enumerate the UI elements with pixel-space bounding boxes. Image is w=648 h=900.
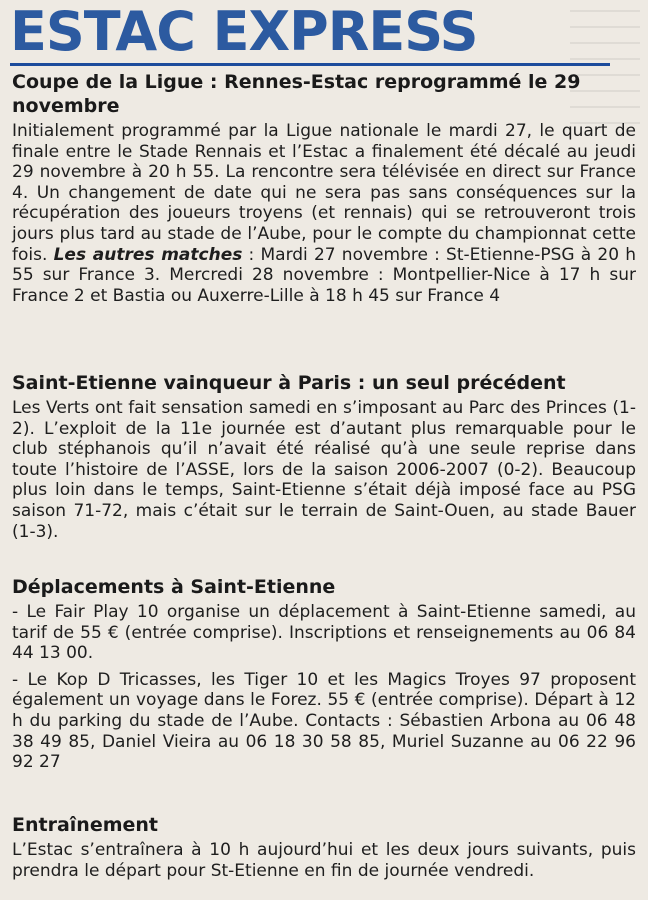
article-body — [12, 121, 636, 306]
article-body: - Le Kop D Tricasses, les Tiger 10 et les Magics Troyes 97 proposent également un voyage dans le Forez. 55 € (entrée comprise). Départ à 12 h du parking du stade de l’Aube. Contacts : Sébastien Arbona au 06 48 38 49 85, Daniel Vieira au 06 18 30 58 85, Muriel Suzanne au 06 22 96 92 27 — [12, 669, 636, 773]
article-body: L’Estac s’entraînera à 10 h aujourd’hui et les deux jours suivants, puis prendra le départ pour St-Etienne en fin de journée vendredi. — [12, 840, 636, 881]
body-text: Initialement programmé par la Ligue nationale le mardi 27, le quart de finale entre le Stade Rennais et l’Estac a finalement été décalé au jeudi 29 novembre à 20 h 55. La rencontre sera télévisée en direct sur France 4. Un changement de date qui ne sera pas sans conséquences sur la récupération des joueurs troyens (et rennais) qui se retrouveront trois jours plus tard au stade de l’Aube, pour le compte du championnat cette fois. — [12, 121, 636, 265]
article-headline: Entraînement — [12, 814, 158, 836]
other-matches-label: Les autres matches — [53, 244, 243, 265]
body-text: : Mardi 27 novembre : St-Etienne-PSG à 20 h 55 sur France 3. Mercredi 28 novembre : Montpellier-Nice à 17 h sur France 2 et Bastia ou Auxerre-Lille à 18 h 45 sur France 4 — [12, 244, 636, 306]
article-entrainement — [12, 813, 636, 881]
masthead-rule — [10, 63, 610, 66]
article-headline: Déplacements à Saint-Etienne — [12, 576, 336, 598]
article-deplacements — [12, 575, 636, 773]
article-coupe-de-la-ligue — [12, 70, 636, 306]
article-saint-etienne-vainqueur — [12, 371, 636, 542]
masthead-title: ESTAC EXPRESS — [10, 0, 478, 63]
article-body: - Le Fair Play 10 organise un déplacement à Saint-Etienne samedi, au tarif de 55 € (entrée comprise). Inscriptions et renseignements au 06 84 44 13 00. — [12, 602, 636, 664]
article-headline: Coupe de la Ligue : Rennes-Estac reprogrammé le 29 novembre — [12, 71, 581, 117]
article-headline: Saint-Etienne vainqueur à Paris : un seul précédent — [12, 372, 566, 394]
article-body: Les Verts ont fait sensation samedi en s’imposant au Parc des Princes (1-2). L’exploit de la 11e journée est d’autant plus remarquable pour le club stéphanois qu’il n’avait été réalisé qu’à une seule reprise dans toute l’histoire de l’ASSE, lors de la saison 2006-2007 (0-2). Beaucoup plus loin dans le temps, Saint-Etienne s’était déjà imposé face au PSG saison 71-72, mais c’était sur le terrain de Saint-Ouen, au stade Bauer (1-3). — [12, 398, 636, 542]
